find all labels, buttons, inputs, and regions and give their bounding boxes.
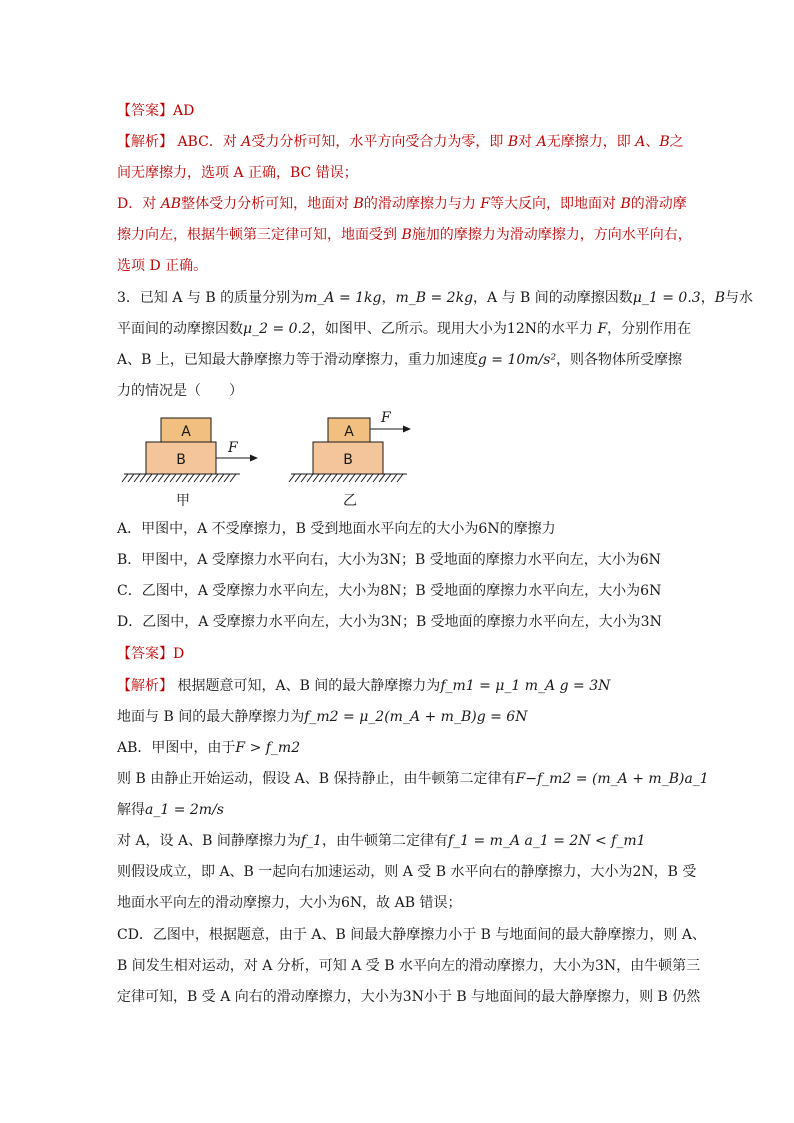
question-line-1: 3．已知 A 与 B 的质量分别为m_A = 1kg，m_B = 2kg，A 与 B 间的动摩擦因数μ_1 = 0.3，B与水	[117, 290, 753, 306]
block-b-label: B	[343, 452, 353, 468]
analysis-line-4: 擦力向左，根据牛顿第三定律可知，地面受到 B施加的摩擦力为滑动摩擦力，方向水平向右，	[117, 227, 692, 243]
math-mA: m_A = 1kg	[304, 290, 382, 306]
block-a-label: A	[344, 424, 354, 440]
option-b: B．甲图中，A 受摩擦力水平向右，大小为3N；B 受地面的摩擦力水平向左，大小为6N	[117, 552, 661, 568]
figure-yi	[285, 408, 445, 490]
analysis3-line-3: AB．甲图中，由于F > f_m2	[117, 740, 301, 756]
analysis3-line-5: 解得a_1 = 2m/s	[117, 802, 224, 818]
analysis3-line-10: B 间发生相对运动，对 A 分析，可知 A 受 B 水平向左的滑动摩擦力，大小为3N，由牛顿第三	[117, 958, 701, 974]
analysis3-line-1: 【解析】 根据题意可知，A、B 间的最大静摩擦力为f_m1 = μ_1 m_A g = 3N	[117, 678, 611, 694]
answer-tag: 【答案】	[117, 646, 173, 662]
analysis3-line-9: CD．乙图中，根据题意，由于 A、B 间最大静摩擦力小于 B 与地面间的最大静摩擦力，则 A、	[117, 927, 706, 943]
option-c: C．乙图中，A 受摩擦力水平向左，大小为8N；B 受地面的摩擦力水平向左，大小为6N	[117, 583, 662, 599]
answer-line-3	[117, 644, 184, 664]
analysis3-line-7: 则假设成立，即 A、B 一起向右加速运动，则 A 受 B 水平向右的静摩擦力，大小为2N，B 受	[117, 864, 697, 880]
analysis3-line-6: 对 A，设 A、B 间静摩擦力为f_1，由牛顿第二定律有f_1 = m_A a_1 = 2N < f_m1	[117, 833, 646, 849]
analysis3-line-2: 地面与 B 间的最大静摩擦力为f_m2 = μ_2(m_A + m_B)g = 6N	[117, 709, 528, 725]
block-b-label: B	[176, 452, 186, 468]
answer-line-1	[117, 101, 194, 121]
answer-value: D	[173, 646, 185, 662]
math-mB: m_B = 2kg	[395, 290, 474, 306]
analysis3-line-8: 地面水平向左的滑动摩擦力，大小为6N，故 AB 错误；	[117, 895, 462, 911]
answer-value: AD	[173, 103, 195, 119]
caption-yi: 乙	[343, 493, 357, 509]
analysis-line-1: 【解析】 ABC．对 A受力分析可知，水平方向受合力为零，即 B对 A无摩擦力，即 A、B之	[117, 134, 684, 150]
answer-tag: 【答案】	[117, 103, 173, 119]
question-line-4: 力的情况是（ ）	[117, 383, 243, 399]
analysis-line-2: 间无摩擦力，选项 A 正确，BC 错误；	[117, 165, 358, 181]
analysis-tag: 【解析】	[117, 134, 173, 150]
math-g: g = 10m/s²	[477, 352, 557, 368]
option-d: D．乙图中，A 受摩擦力水平向左，大小为3N；B 受地面的摩擦力水平向左，大小为3N	[117, 614, 662, 630]
figure-jia	[118, 408, 278, 490]
option-a: A．甲图中，A 不受摩擦力，B 受到地面水平向左的大小为6N的摩擦力	[117, 521, 556, 537]
analysis-tag: 【解析】	[117, 678, 173, 694]
block-a-label: A	[181, 424, 191, 440]
question-line-2: 平面间的动摩擦因数μ_2 = 0.2，如图甲、乙所示。现用大小为12N的水平力 F，分别作用在	[117, 321, 692, 337]
force-label: F	[228, 440, 238, 456]
analysis3-line-11: 定律可知，B 受 A 向右的滑动摩擦力，大小为3N小于 B 与地面间的最大静摩擦力，则 B 仍然	[117, 989, 701, 1005]
analysis-line-3: D．对 AB整体受力分析可知，地面对 B的滑动摩擦力与力 F等大反向，即地面对 B的滑动摩	[117, 196, 687, 212]
force-label: F	[381, 410, 391, 426]
analysis-line-5: 选项 D 正确。	[117, 258, 208, 274]
math-mu2: μ_2 = 0.2	[243, 321, 311, 337]
caption-jia: 甲	[176, 493, 190, 509]
math-mu1: μ_1 = 0.3	[632, 290, 701, 306]
analysis3-line-4: 则 B 由静止开始运动，假设 A、B 保持静止，由牛顿第二定律有F−f_m2 = (m_A + m_B)a_1	[117, 771, 709, 787]
question-line-3: A、B 上，已知最大静摩擦力等于滑动摩擦力，重力加速度g = 10m/s²，则各物体所受摩擦	[117, 352, 683, 368]
